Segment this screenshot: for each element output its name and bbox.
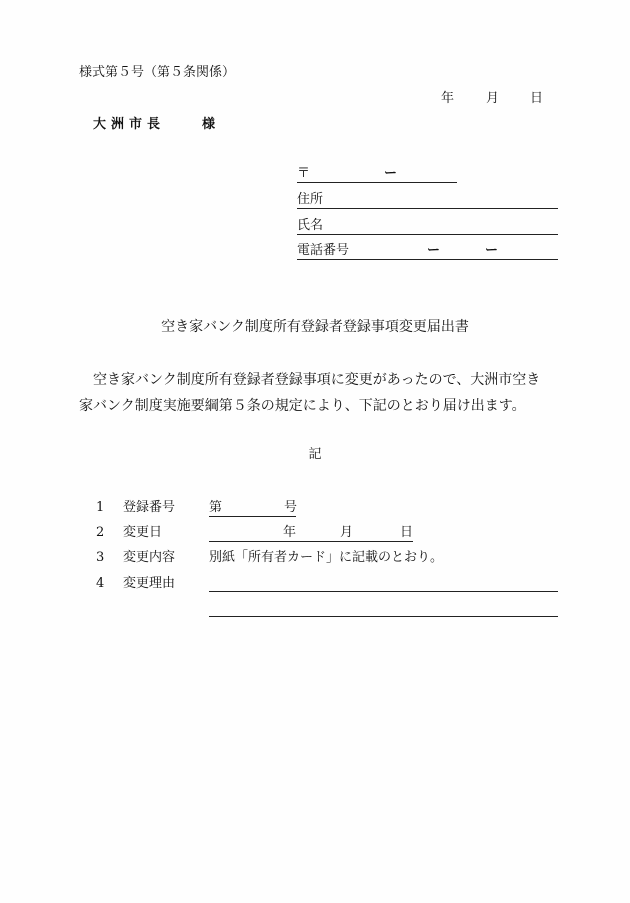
item-1-prefix: 第: [209, 500, 223, 515]
item-2-label: 変更日: [123, 525, 163, 540]
document-title: 空き家バンク制度所有登録者登録事項変更届出書: [161, 319, 469, 335]
phone-line: [297, 259, 558, 260]
addressee-name: 大洲市長: [93, 117, 166, 132]
phone-label: 電話番号: [297, 243, 350, 258]
body-line-2: 家バンク制度実施要綱第５条の規定により、下記のとおり届け出ます。: [79, 398, 526, 414]
item-1-label: 登録番号: [123, 500, 176, 515]
change-date-line: [209, 541, 413, 542]
address-line: [297, 208, 558, 209]
postal-code-line: [297, 182, 457, 183]
date-month-label: 月: [486, 91, 500, 106]
change-reason-line-2: [209, 616, 558, 617]
item-4-label: 変更理由: [123, 576, 176, 591]
item-2-year: 年: [283, 525, 297, 540]
phone-dash-1: ー: [427, 243, 441, 258]
item-3-label: 変更内容: [123, 550, 176, 565]
body-line-1: 空き家バンク制度所有登録者登録事項に変更があったので、大洲市空き: [93, 372, 541, 388]
item-2-day: 日: [400, 525, 414, 540]
item-2-number: 2: [96, 525, 105, 540]
date-year-label: 年: [441, 91, 455, 106]
item-4-number: 4: [96, 576, 105, 591]
name-label: 氏名: [297, 218, 324, 233]
postal-dash: ー: [384, 166, 398, 181]
form-number: 様式第５号（第５条関係）: [79, 65, 236, 80]
addressee-honorific: 様: [202, 117, 216, 132]
postal-mark: 〒: [297, 166, 311, 181]
item-1-number: 1: [96, 500, 105, 515]
address-label: 住所: [297, 192, 324, 207]
name-line: [297, 234, 558, 235]
ki-heading: 記: [308, 447, 322, 462]
date-day-label: 日: [530, 91, 544, 106]
item-3-number: 3: [96, 550, 105, 565]
item-2-month: 月: [340, 525, 354, 540]
phone-dash-2: ー: [485, 243, 499, 258]
registration-number-line: [209, 516, 296, 517]
change-reason-line-1: [209, 591, 558, 592]
item-1-suffix: 号: [284, 500, 298, 515]
item-3-value: 別紙「所有者カード」に記載のとおり。: [209, 550, 444, 565]
